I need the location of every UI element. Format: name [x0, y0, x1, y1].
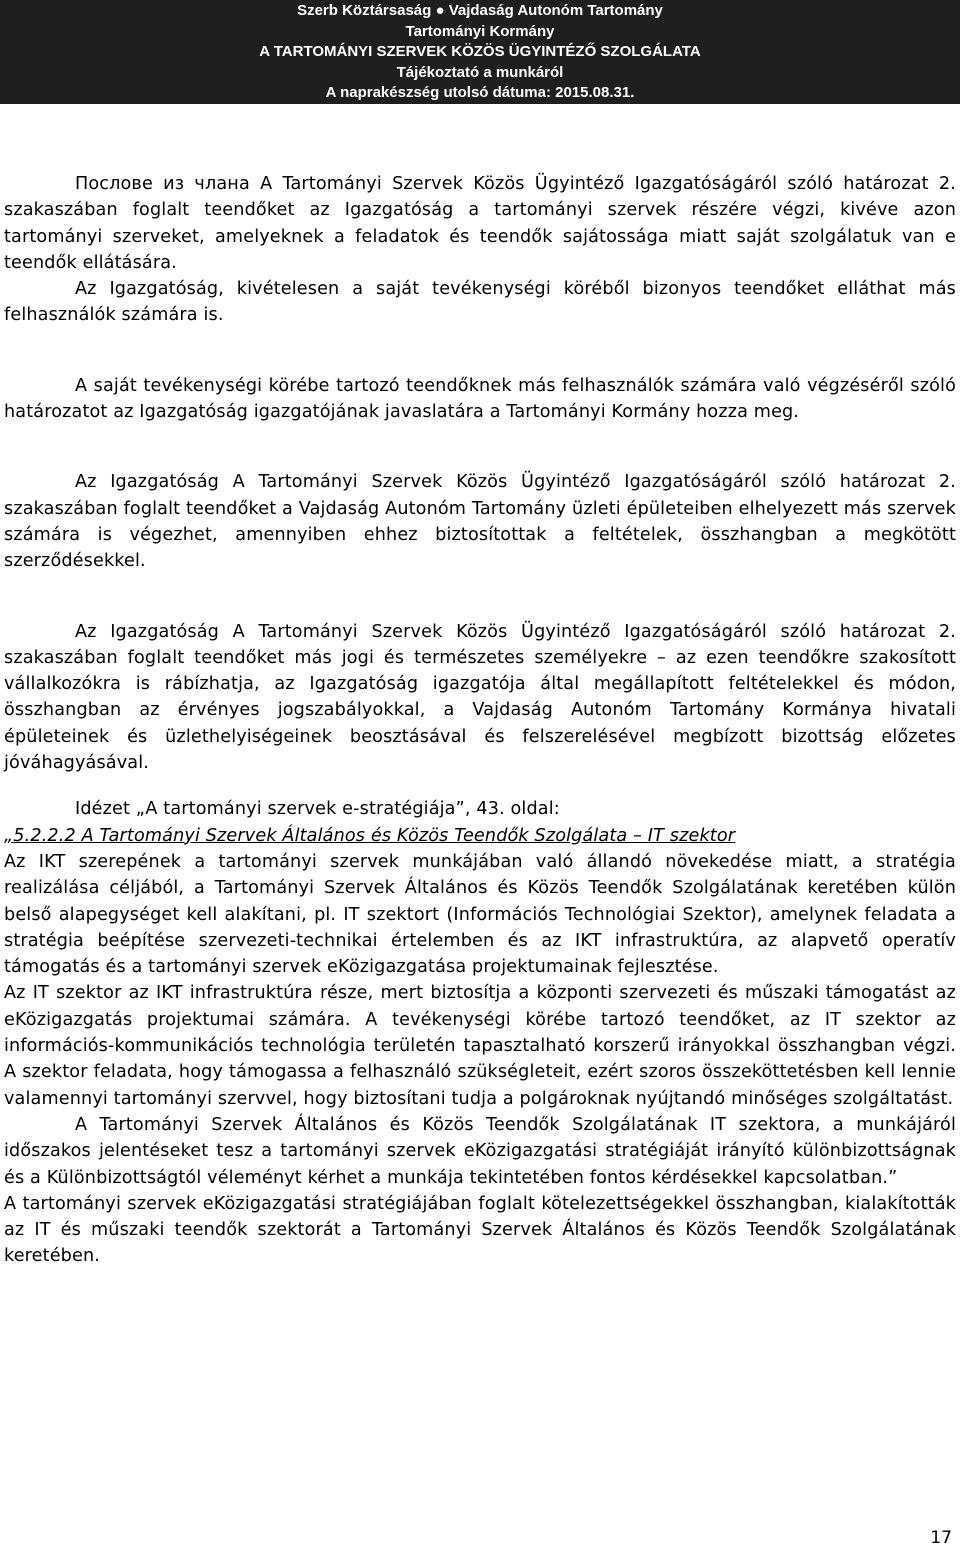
header-service-line: A TARTOMÁNYI SZERVEK KÖZÖS ÜGYINTÉZŐ SZOLGÁLATA: [259, 43, 701, 60]
header-country-line: Szerb Köztársaság ● Vajdaság Autonóm Tartomány: [297, 2, 663, 19]
page-header: [0, 0, 960, 104]
header-update-date: A naprakészség utolsó dátuma: 2015.08.31.: [325, 84, 635, 101]
quote-intro: Idézet „A tartományi szervek e-stratégiája”, 43. oldal:: [75, 799, 560, 820]
paragraph-other-bodies: Az Igazgatóság A Tartományi Szervek Közös Ügyintéző Igazgatóságáról szóló határozat 2. szakaszában foglalt teendőket a Vajdaság Autonóm Tartomány üzleti épületeiben elhelyezett más szervek számára is végezhet, amennyiben ehhez biztosítottak a feltételek, összhangban a megkötött szerződésekkel.: [4, 472, 956, 572]
header-government-line: Tartományi Kormány: [405, 22, 555, 40]
paragraph-conclusion: A tartományi szervek eKözigazgatási stratégiájában foglalt kötelezettségekkel összhangban, kialakították az IT és műszaki teendők szektorát a Tartományi Szervek Általános és Közös Teendők Szolgálatának keretében.: [4, 1193, 956, 1267]
quote-title: „5.2.2.2 A Tartományi Szervek Általános és Közös Teendők Szolgálata – IT szektor: [4, 825, 736, 846]
paragraph-decision: A saját tevékenységi körébe tartozó teendőknek más felhasználók számára való végzéséről szóló határozatot az Igazgatóság igazgatójának javaslatára a Tartományi Kormány hozza meg.: [4, 375, 956, 423]
paragraph-tasks: Послове из члана A Tartományi Szervek Közös Ügyintéző Igazgatóságáról szóló határozat 2. szakaszában foglalt teendőket az Igazgatóság a tartományi szervek részére végzi, kivéve azon tartományi szerveket, amelyeknek a feladatok és teendők sajátossága miatt saját szolgálatuk van e teendők ellátására.: [4, 174, 956, 273]
paragraph-exceptional-tasks: Az Igazgatóság, kivételesen a saját tevékenységi köréből bizonyos teendőket elláthat más felhasználók számára is.: [4, 279, 956, 326]
document-body: [4, 171, 956, 1270]
quote-paragraph-reports: A Tartományi Szervek Általános és Közös Teendők Szolgálatának IT szektora, a munkájáról időszakos jelentéseket tesz a tartományi szervek eKözigazgatási stratégiáját irányító különbizottságnak és a Különbizottságtól véleményt kérhet a munkája tekintetében fontos kérdésekkel kapcsolatban.”: [4, 1114, 956, 1188]
header-report-title: Tájékoztató a munkáról: [396, 63, 564, 81]
quote-paragraph-it-sector: Az IT szektor az IKT infrastruktúra része, mert biztosítja a központi szervezeti és műszaki támogatást az eKözigazgatás projektumai számára. A tevékenységi körébe tartozó teendőket, az IT szektor az információs-kommunikációs technológia területén tapasztalható korszerű irányokkal összhangban végzi. A szektor feladata, hogy támogassa a felhasználó szükségleteit, ezért szoros összeköttetésben kell lennie valamennyi tartományi szervvel, hogy biztosítani tudja a polgároknak nyújtandó minőséges szolgáltatást.: [4, 983, 956, 1109]
quote-paragraph-ikt: Az IKT szerepének a tartományi szervek munkájában való állandó növekedése miatt, a stratégia realizálása céljából, a Tartományi Szervek Általános és Közös Teendők Szolgálatának keretében külön belső alapegységet kell alakítani, pl. IT szektort (Információs Technológiai Szektor), amelynek feladata a stratégia beépítése szervezeti-technikai értelemben és az IKT infrastruktúra, az alapvető operatív támogatás és a tartományi szervek eKözigazgatása projektumainak fejlesztése.: [4, 851, 956, 978]
paragraph-contractors: Az Igazgatóság A Tartományi Szervek Közös Ügyintéző Igazgatóságáról szóló határozat 2. szakaszában foglalt teendőket más jogi és természetes személyekre – az ezen teendőkre szakosított vállalkozókra is rábízhatja, az Igazgatóság igazgatója által megállapított feltételekkel és módon, összhangban az érvényes jogszabályokkal, a Vajdaság Autonóm Tartomány Kormánya hivatali épületeinek és üzlethelyiségeinek beosztásával és felszerelésével megbízott bizottság előzetes jóváhagyásával.: [4, 621, 956, 774]
page-number: 17: [930, 1528, 952, 1548]
